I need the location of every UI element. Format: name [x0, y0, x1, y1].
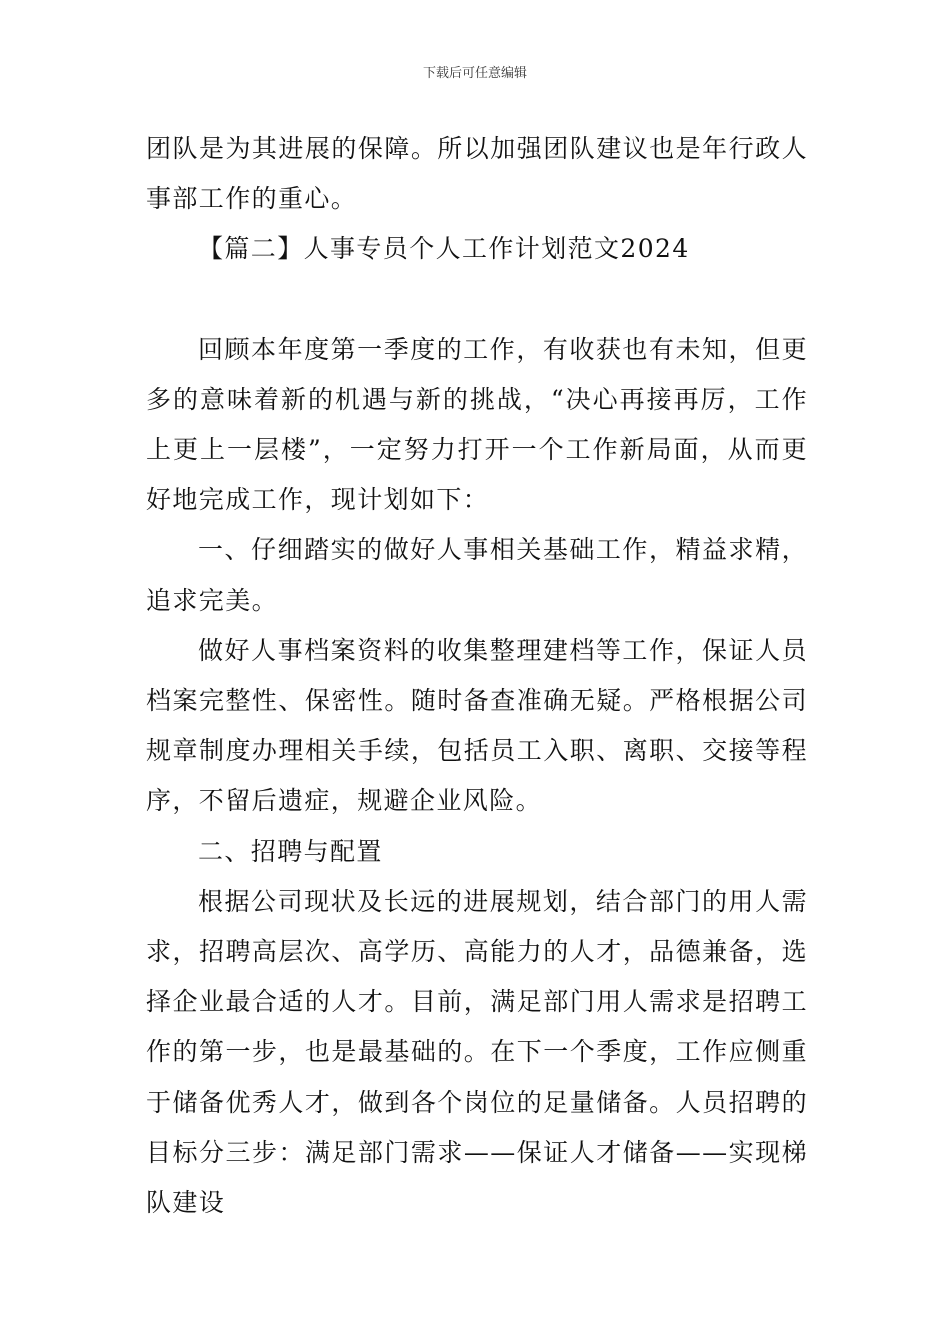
- item1-body: 做好人事档案资料的收集整理建档等工作，保证人员档案完整性、保密性。随时备查准确无疑。严格根据公司规章制度办理相关手续，包括员工入职、离职、交接等程序，不留后遗症，规避企业风险。: [146, 635, 808, 816]
- document-body: [146, 124, 808, 1228]
- item2-heading: 二、招聘与配置: [198, 836, 383, 866]
- item1-heading: 一、仔细踏实的做好人事相关基础工作，精益求精，追求完美。: [146, 535, 808, 615]
- paragraph-review: 回顾本年度第一季度的工作，有收获也有未知，但更多的意味着新的机遇与新的挑战，“决心再接再厉，工作上更上一层楼”，一定努力打开一个工作新局面，从而更好地完成工作，现计划如下：: [146, 334, 808, 515]
- paragraph-intro-tail: 团队是为其进展的保障。所以加强团队建议也是年行政人事部工作的重心。: [146, 134, 808, 214]
- page-header-note: 下载后可任意编辑: [422, 66, 527, 81]
- section-title: 【篇二】人事专员个人工作计划范文2024: [198, 234, 690, 264]
- item2-body: 根据公司现状及长远的进展规划，结合部门的用人需求，招聘高层次、高学历、高能力的人才，品德兼备，选择企业最合适的人才。目前，满足部门用人需求是招聘工作的第一步，也是最基础的。在下一个季度，工作应侧重于储备优秀人才，做到各个岗位的足量储备。人员招聘的目标分三步：满足部门需求——保证人才储备——实现梯队建设: [146, 886, 808, 1218]
- blank-line: [146, 275, 808, 325]
